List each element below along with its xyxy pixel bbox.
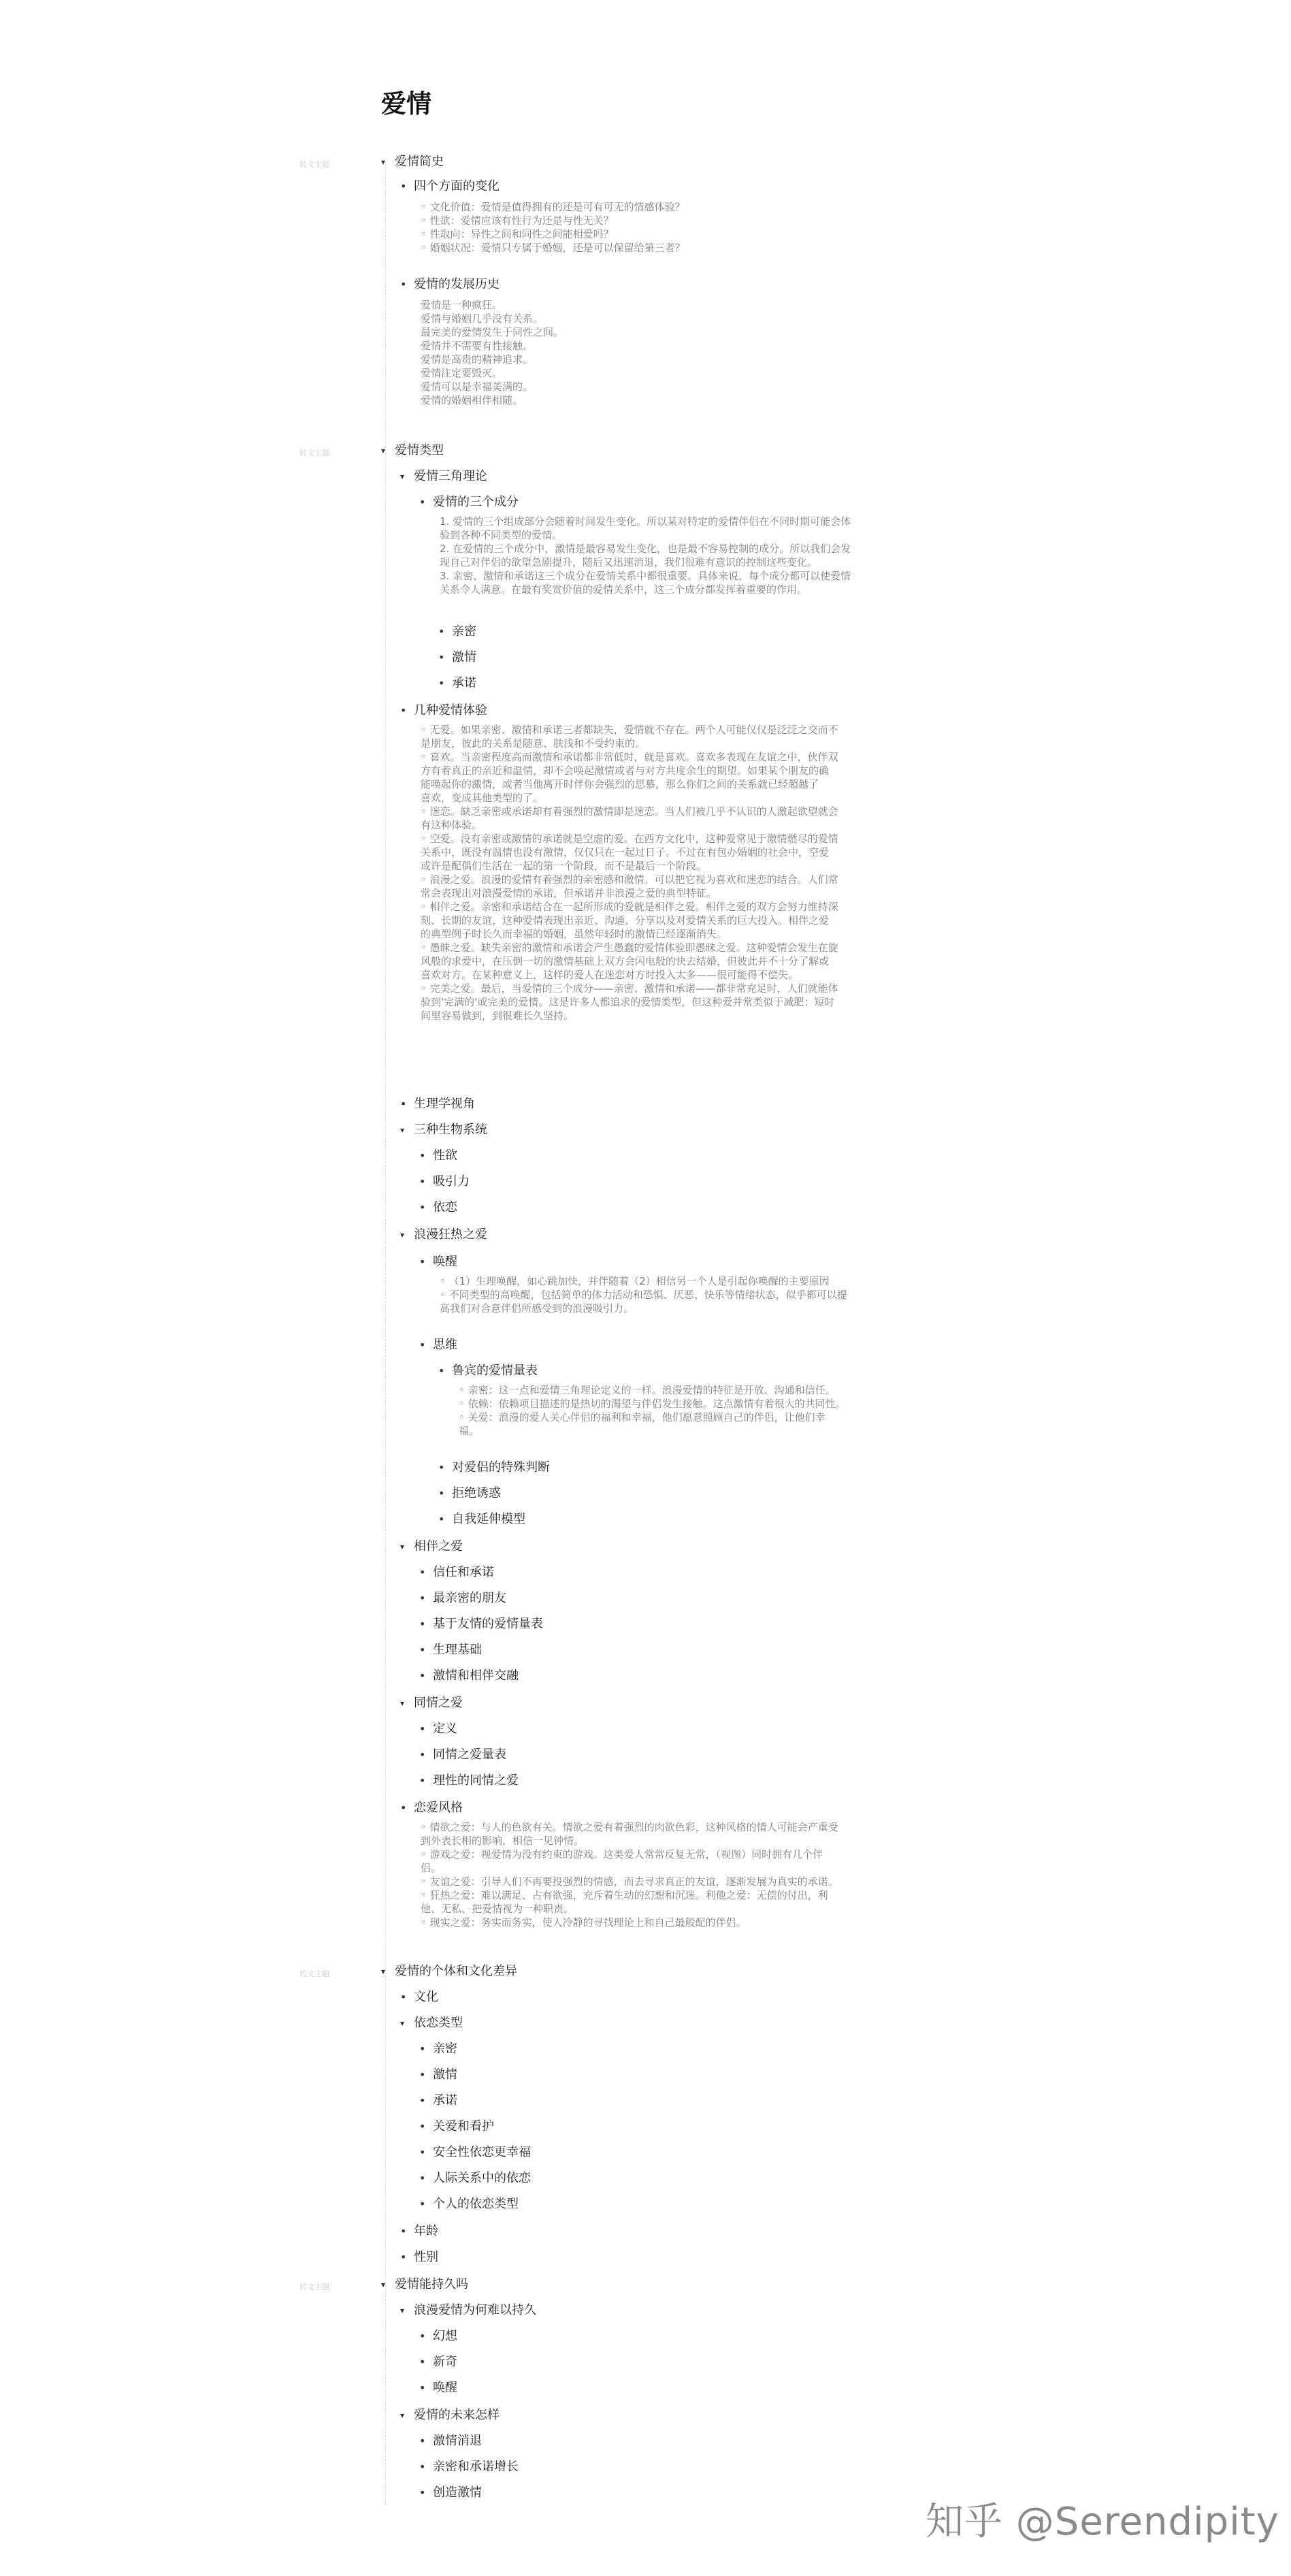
bullet-icon: • xyxy=(419,1643,426,1656)
outline-item[interactable] xyxy=(419,2460,519,2474)
note-line: 爱情可以是幸福美满的。 xyxy=(421,381,534,393)
bullet-icon: • xyxy=(419,1566,426,1579)
outline-item-label: 承诺 xyxy=(452,676,476,690)
collapse-triangle-icon[interactable]: ▾ xyxy=(381,2280,386,2289)
note-line: ◦ 相伴之爱。亲密和承诺结合在一起所形成的爱就是相伴之爱。相伴之爱的双方会努力维持深 xyxy=(421,901,838,913)
outline-item[interactable] xyxy=(419,2330,457,2343)
note-line: ◦ 空爱。没有亲密或激情的承诺就是空虚的爱。在西方文化中，这种爱常见于激情燃尽的爱情 xyxy=(421,833,838,845)
note-line: 高我们对合意伴侣所感受到的浪漫吸引力。 xyxy=(440,1302,634,1315)
outline-item[interactable] xyxy=(400,704,487,718)
outline-item[interactable] xyxy=(419,2172,531,2185)
outline-note xyxy=(440,1274,847,1315)
collapse-triangle-icon[interactable]: ▾ xyxy=(400,2306,405,2315)
outline-item-label: 唤醒 xyxy=(433,1255,457,1269)
outline-item[interactable] xyxy=(400,2409,500,2422)
outline-item[interactable] xyxy=(400,1991,438,2004)
outline-note xyxy=(421,1820,838,1929)
outline-item[interactable] xyxy=(419,1149,457,1163)
note-line: 侣。 xyxy=(421,1862,442,1874)
section-tag: 转文主题 xyxy=(299,2283,329,2291)
note-line: 验到'完满的'或完美的爱情。这是许多人都追求的爱情类型，但这种爱并常类似于减肥：短时 xyxy=(421,996,835,1008)
outline-item[interactable] xyxy=(400,278,500,291)
bullet-icon: • xyxy=(400,1991,407,2003)
outline-note xyxy=(421,298,563,407)
collapse-triangle-icon[interactable]: ▾ xyxy=(400,1698,405,1708)
outline-item-label: 浪漫狂热之爱 xyxy=(414,1227,487,1242)
outline-note xyxy=(440,515,851,596)
outline-item[interactable] xyxy=(400,470,487,483)
bullet-icon: • xyxy=(438,1487,445,1500)
outline-item[interactable] xyxy=(419,1592,506,1605)
note-line: 是朋友，彼此的关系是随意、肤浅和不受约束的。 xyxy=(421,737,646,750)
outline-item[interactable] xyxy=(400,2225,438,2238)
bullet-icon: • xyxy=(419,2197,426,2210)
outline-item[interactable] xyxy=(381,1965,517,1978)
outline-note xyxy=(421,200,685,255)
document-title: 爱情 xyxy=(381,89,431,118)
note-line: ◦ 喜欢。当亲密程度高而激情和承诺都非常低时，就是喜欢。喜欢多表现在友谊之中，伙伴双 xyxy=(421,751,838,763)
outline-item-label: 依恋类型 xyxy=(414,2016,463,2030)
collapse-triangle-icon[interactable]: ▾ xyxy=(381,446,386,455)
outline-item-label: 幻想 xyxy=(433,2329,457,2343)
note-line: 爱情的婚姻相伴相随。 xyxy=(421,394,523,406)
outline-item[interactable] xyxy=(419,1774,519,1788)
bullet-icon: • xyxy=(419,1774,426,1787)
outline-item[interactable] xyxy=(419,1643,482,1657)
bullet-icon: • xyxy=(419,1748,426,1761)
bullet-icon: • xyxy=(419,2355,426,2368)
note-line: 2. 在爱情的三个成分中，激情是最容易发生变化，也是最不容易控制的成分。所以我们会发 xyxy=(440,543,851,555)
outline-item[interactable] xyxy=(400,2251,438,2264)
outline-item-label: 亲密 xyxy=(452,624,476,639)
outline-item-label: 爱情的发展历史 xyxy=(414,277,500,291)
outline-item[interactable] xyxy=(400,180,500,193)
note-line: ◦ 关爱：浪漫的爱人关心伴侣的福利和幸福，他们愿意照顾自己的伴侣，让他们幸 xyxy=(459,1411,826,1423)
outline-item-label: 恋爱风格 xyxy=(414,1801,463,1815)
outline-item-label: 爱情简史 xyxy=(395,155,444,169)
bullet-icon: • xyxy=(419,1669,426,1682)
bullet-icon: • xyxy=(438,1461,445,1474)
outline-item-label: 四个方面的变化 xyxy=(414,179,500,193)
outline-item-label: 亲密和承诺增长 xyxy=(433,2460,519,2474)
collapse-triangle-icon[interactable]: ▾ xyxy=(400,2411,405,2420)
note-line: ◦ 情欲之爱：与人的色欲有关。情欲之爱有着强烈的肉欲色彩，这种风格的情人可能会产重受 xyxy=(421,1821,838,1833)
note-line: 现自己对伴侣的欲望急剧提升，随后又迅速消退，我们很难有意识的控制这些变化。 xyxy=(440,556,818,568)
outline-item-label: 信任和承诺 xyxy=(433,1565,494,1579)
note-line: ◦ 游戏之爱：视爱情为没有约束的游戏。这类爱人常常反复无常，（视图）同时拥有几个伴 xyxy=(421,1848,823,1861)
outline-item[interactable] xyxy=(381,155,444,169)
outline-item[interactable] xyxy=(419,2434,482,2448)
note-line: 到外表长相的影响，相信一见钟情。 xyxy=(421,1835,585,1847)
outline-item[interactable] xyxy=(419,2197,519,2211)
outline-item[interactable] xyxy=(419,1617,543,1631)
bullet-icon: • xyxy=(438,677,445,690)
bullet-icon: • xyxy=(419,2486,426,2499)
outline-item-label: 唤醒 xyxy=(433,2381,457,2395)
note-line: ◦ 依赖：依赖项目描述的是热切的渴望与伴侣发生接触。这点激情有着很大的共同性。 xyxy=(459,1398,846,1410)
note-line: ◦ 浪漫之爱。浪漫的爱情有着强烈的亲密感和激情。可以把它视为喜欢和迷恋的结合。人们常 xyxy=(421,873,838,886)
bullet-icon: • xyxy=(419,2460,426,2473)
bullet-icon: • xyxy=(419,2068,426,2081)
outline-item[interactable] xyxy=(438,677,476,690)
bullet-icon: • xyxy=(419,1617,426,1630)
note-line: 喜欢对方。在某种意义上，这样的爱人在迷恋对方时投入太多——很可能得不偿失。 xyxy=(421,969,799,981)
outline-item-label: 个人的依恋类型 xyxy=(433,2197,519,2211)
outline-item[interactable] xyxy=(400,1228,487,1242)
note-line: 他、无私、把爱情视为一种职责。 xyxy=(421,1903,574,1915)
bullet-icon: • xyxy=(438,1513,445,1526)
outline-item[interactable] xyxy=(419,2068,457,2082)
note-line: 刻、长期的友谊，这种爱情表现出亲近、沟通、分享以及对爱情关系的巨大投入。相伴之爱 xyxy=(421,914,830,927)
outline-item-label: 同情之爱 xyxy=(414,1696,463,1710)
outline-item-label: 爱情三角理论 xyxy=(414,469,487,483)
outline-item-label: 爱情的三个成分 xyxy=(433,495,519,509)
bullet-icon: • xyxy=(419,496,426,509)
bullet-icon: • xyxy=(400,704,407,717)
section-tag: 转文主题 xyxy=(299,1969,329,1978)
bullet-icon: • xyxy=(419,2330,426,2342)
outline-note xyxy=(459,1383,846,1438)
bullet-icon: • xyxy=(400,278,407,291)
outline-item-label: 性别 xyxy=(414,2250,438,2264)
outline-item-label: 浪漫爱情为何难以持久 xyxy=(414,2303,536,2317)
outline-item-label: 定义 xyxy=(433,1722,457,1736)
outline-item[interactable] xyxy=(400,2016,463,2030)
bullet-icon: • xyxy=(400,180,407,193)
note-line: 验到各种不同类型的爱情。 xyxy=(440,529,563,541)
bullet-icon: • xyxy=(438,625,445,638)
note-line: ◦ 友谊之爱：引导人们不再要投强烈的情感，而去寻求真正的友谊，逐渐发展为真实的承诺。 xyxy=(421,1875,838,1888)
collapse-triangle-icon[interactable]: ▾ xyxy=(400,472,405,481)
outline-item-label: 理性的同情之爱 xyxy=(433,1773,519,1788)
outline-item-label: 安全性依恋更幸福 xyxy=(433,2145,531,2159)
bullet-icon: • xyxy=(438,1364,445,1377)
outline-item-label: 爱情类型 xyxy=(395,443,444,457)
outline-item[interactable] xyxy=(419,2486,482,2500)
outline-item-label: 生理学视角 xyxy=(414,1097,475,1111)
note-line: 爱情与婚姻几乎没有关系。 xyxy=(421,312,544,325)
outline-item-label: 自我延伸模型 xyxy=(452,1512,525,1526)
outline-item[interactable] xyxy=(419,2381,457,2395)
outline-item-label: 年龄 xyxy=(414,2224,438,2238)
outline-item[interactable] xyxy=(419,2094,457,2108)
outline-item-label: 依恋 xyxy=(433,1200,457,1214)
note-line: 爱情是一种疯狂。 xyxy=(421,299,503,311)
note-line: 关系令人满意。在最有奖赏价值的爱情关系中，这三个成分都发挥着重要的作用。 xyxy=(440,583,808,596)
outline-item-label: 激情 xyxy=(433,2067,457,2082)
note-line: ◦ 性欲：爱情应该有性行为还是与性无关？ xyxy=(421,214,614,227)
note-line: ◦ 性取向：异性之间和同性之间能相爱吗？ xyxy=(421,228,614,240)
bullet-icon: • xyxy=(400,2225,407,2238)
collapse-triangle-icon[interactable]: ▾ xyxy=(400,2018,405,2028)
outline-item[interactable] xyxy=(419,1722,457,1736)
note-line: 或许是配偶们生活在一起的第一个阶段，而不是最后一个阶段。 xyxy=(421,860,707,872)
outline-item-label: 思维 xyxy=(433,1338,457,1352)
bullet-icon: • xyxy=(419,2042,426,2055)
note-line: ◦ 文化价值：爱情是值得拥有的还是可有可无的情感体验？ xyxy=(421,201,685,213)
outline-item-label: 生理基础 xyxy=(433,1643,482,1657)
outline-item[interactable] xyxy=(438,625,476,639)
outline-item-label: 文化 xyxy=(414,1990,438,2004)
note-line: 有这种体验。 xyxy=(421,819,483,831)
bullet-icon: • xyxy=(419,1149,426,1162)
note-line: 爱情并不需要有性接触。 xyxy=(421,340,534,352)
outline-item[interactable] xyxy=(419,1175,470,1189)
outline-item[interactable] xyxy=(419,1338,457,1352)
note-line: 3. 亲密、激情和承诺这三个成分在爱情关系中都很重要。具体来说，每个成分都可以使爱情 xyxy=(440,570,851,582)
outline-item[interactable] xyxy=(419,2042,457,2056)
bullet-icon: • xyxy=(400,2251,407,2264)
note-line: ◦ （1）生理唤醒，如心跳加快，并伴随着（2）相信另一个人是引起你唤醒的主要原因 xyxy=(440,1275,830,1287)
outline-item[interactable] xyxy=(400,1540,463,1553)
outline-item[interactable] xyxy=(381,2278,468,2291)
outline-note xyxy=(421,723,838,1023)
outline-item-label: 新奇 xyxy=(433,2355,457,2369)
outline-item-label: 几种爱情体验 xyxy=(414,703,487,718)
outline-item-label: 激情 xyxy=(452,650,476,664)
note-line: 福。 xyxy=(459,1425,480,1437)
collapse-triangle-icon[interactable]: ▾ xyxy=(400,1230,405,1240)
bullet-icon: • xyxy=(400,1097,407,1110)
bullet-icon: • xyxy=(419,2094,426,2107)
outline-item[interactable] xyxy=(438,1364,538,1378)
note-line: 1. 爱情的三个组成部分会随着时间发生变化。所以某对特定的爱情伴侣在不同时期可能会体 xyxy=(440,515,851,528)
note-line: 常会表现出对浪漫爱情的承诺，但承诺并非浪漫之爱的典型特征。 xyxy=(421,887,717,899)
outline-item-label: 爱情能持久吗 xyxy=(395,2277,468,2291)
outline-item[interactable] xyxy=(419,1669,519,1683)
outline-item-label: 吸引力 xyxy=(433,1174,470,1189)
bullet-icon: • xyxy=(419,1722,426,1735)
bullet-icon: • xyxy=(419,1255,426,1268)
outline-item-label: 拒绝诱惑 xyxy=(452,1486,501,1500)
outline-item[interactable] xyxy=(419,1201,457,1214)
bullet-icon: • xyxy=(419,1592,426,1605)
collapse-triangle-icon[interactable]: ▾ xyxy=(400,1542,405,1551)
note-line: 风般的求爱中，在压倒一切的激情基础上双方会闪电般的快去结婚，但彼此并不十分了解或 xyxy=(421,955,830,967)
note-line: ◦ 无爱。如果亲密、激情和承诺三者都缺失，爱情就不存在。两个人可能仅仅是泛泛之交而不 xyxy=(421,724,838,736)
outline-item-label: 鲁宾的爱情量表 xyxy=(452,1364,538,1378)
collapse-triangle-icon[interactable]: ▾ xyxy=(381,157,386,167)
bullet-icon: • xyxy=(419,1175,426,1188)
bullet-icon: • xyxy=(419,1201,426,1214)
note-line: 能唤起你的激情，或者当他离开时伴你会强烈的思慕，那么你们之间的关系就已经超越了 xyxy=(421,778,819,790)
outline-item[interactable] xyxy=(400,1097,475,1111)
note-line: ◦ 婚姻状况：爱情只专属于婚姻，还是可以保留给第三者？ xyxy=(421,242,685,254)
outline-item-label: 同情之爱量表 xyxy=(433,1748,506,1762)
note-line: ◦ 迷恋。缺乏亲密或承诺却有着强烈的激情即是迷恋。当人们被几乎不认识的人激起欲望就会 xyxy=(421,805,838,818)
outline-item-label: 对爱侣的特殊判断 xyxy=(452,1460,550,1475)
outline-item[interactable] xyxy=(400,1696,463,1710)
outline-item[interactable] xyxy=(419,2146,531,2159)
outline-item[interactable] xyxy=(400,1123,487,1137)
outline-item[interactable] xyxy=(438,1461,550,1475)
outline-item[interactable] xyxy=(381,444,444,457)
outline-item[interactable] xyxy=(438,651,476,664)
outline-item[interactable] xyxy=(419,2355,457,2369)
outline-item-label: 相伴之爱 xyxy=(414,1539,463,1553)
outline-item-label: 爱情的个体和文化差异 xyxy=(395,1964,517,1978)
outline-item[interactable] xyxy=(400,1801,463,1815)
outline-item-label: 亲密 xyxy=(433,2042,457,2056)
bullet-icon: • xyxy=(419,2146,426,2159)
watermark: 知乎 @Serendipity xyxy=(926,2500,1279,2544)
section-tag: 转文主题 xyxy=(299,160,329,169)
bullet-icon: • xyxy=(419,2381,426,2394)
note-line: ◦ 完美之爱。最后，当爱情的三个成分——亲密、激情和承诺——都非常充足时，人们就能体 xyxy=(421,982,838,995)
outline-item-label: 三种生物系统 xyxy=(414,1123,487,1137)
note-line: 爱情注定要毁灭。 xyxy=(421,367,503,379)
outline-item-label: 爱情的未来怎样 xyxy=(414,2408,500,2422)
note-line: 喜欢，变成其他类型的了。 xyxy=(421,792,544,804)
collapse-triangle-icon[interactable]: ▾ xyxy=(400,1125,405,1135)
outline-item-label: 承诺 xyxy=(433,2093,457,2108)
bullet-icon: • xyxy=(419,2172,426,2185)
note-line: 方有着真正的亲近和温情，却不会唤起激情或者与对方共度余生的期望。如果某个朋友的确 xyxy=(421,764,830,777)
outline-item[interactable] xyxy=(419,1748,506,1762)
outline-item[interactable] xyxy=(419,1566,494,1579)
bullet-icon: • xyxy=(419,2120,426,2133)
bullet-icon: • xyxy=(419,2434,426,2447)
outline-item[interactable] xyxy=(419,496,519,509)
note-line: 最完美的爱情发生于同性之间。 xyxy=(421,326,564,338)
collapse-triangle-icon[interactable]: ▾ xyxy=(381,1967,386,1976)
note-line: ◦ 愚昧之爱。缺失亲密的激情和承诺会产生愚蠢的爱情体验即愚昧之爱。这种爱情会发生在旋 xyxy=(421,941,838,954)
note-line: 的典型例子时长久而幸福的婚姻，虽然年轻时的激情已经逐渐消失。 xyxy=(421,928,728,940)
outline-item[interactable] xyxy=(438,1513,525,1526)
outline-item-label: 最亲密的朋友 xyxy=(433,1591,506,1605)
outline-item-label: 激情和相伴交融 xyxy=(433,1669,519,1683)
note-line: 关系中，既没有温情也没有激情，仅仅只在一起过日子。不过在有包办婚姻的社会中，空爱 xyxy=(421,846,830,858)
bullet-icon: • xyxy=(400,1801,407,1814)
note-line: ◦ 现实之爱：务实而务实，使人冷静的寻找理论上和自己最般配的伴侣。 xyxy=(421,1916,747,1929)
bullet-icon: • xyxy=(419,1338,426,1351)
outline-item-label: 人际关系中的依恋 xyxy=(433,2171,531,2185)
note-line: ◦ 狂热之爱：难以满足、占有欲强，充斥着生动的幻想和沉迷。利他之爱：无偿的付出，利 xyxy=(421,1889,828,1901)
bullet-icon: • xyxy=(438,651,445,664)
outline-item-label: 激情消退 xyxy=(433,2434,482,2448)
note-line: ◦ 不同类型的高唤醒，包括简单的体力活动和恐惧、厌恶、快乐等情绪状态，似乎都可以提 xyxy=(440,1289,847,1301)
outline-item[interactable] xyxy=(438,1487,501,1500)
outline-item-label: 创造激情 xyxy=(433,2485,482,2500)
outline-item-label: 基于友情的爱情量表 xyxy=(433,1617,543,1631)
outline-item[interactable] xyxy=(419,2120,494,2134)
section-tag: 转文主题 xyxy=(299,449,329,457)
outline-guide-line xyxy=(385,163,386,2505)
note-line: 爱情是高贵的精神追求。 xyxy=(421,353,534,366)
outline-item-label: 性欲 xyxy=(433,1148,457,1163)
note-line: ◦ 亲密：这一点和爱情三角理论定义的一样。浪漫爱情的特征是开放、沟通和信任。 xyxy=(459,1384,836,1396)
outline-item-label: 关爱和看护 xyxy=(433,2119,494,2134)
note-line: 间里容易做到，到很难长久坚持。 xyxy=(421,1010,574,1022)
outline-item[interactable] xyxy=(419,1255,457,1269)
outline-item[interactable] xyxy=(400,2304,536,2317)
